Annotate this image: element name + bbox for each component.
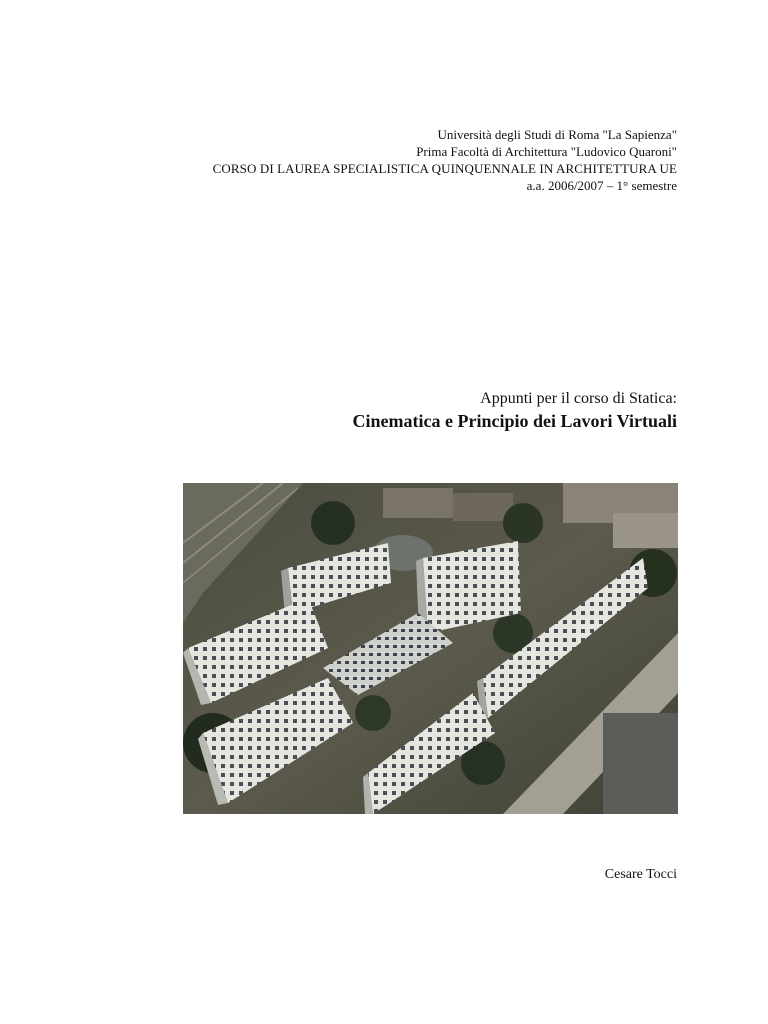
academic-year: a.a. 2006/2007 – 1° semestre bbox=[526, 178, 677, 193]
author-name: Cesare Tocci bbox=[604, 867, 677, 882]
cover-photo bbox=[183, 483, 678, 814]
institution-header bbox=[213, 126, 677, 194]
course-name: CORSO DI LAUREA SPECIALISTICA QUINQUENNALE IN ARCHITETTURA UE bbox=[212, 161, 677, 176]
university-name: Università degli Studi di Roma "La Sapienza" bbox=[437, 127, 677, 142]
document-subtitle: Appunti per il corso di Statica: bbox=[480, 390, 677, 407]
title-block bbox=[353, 388, 677, 433]
faculty-name: Prima Facoltà di Architettura "Ludovico Quaroni" bbox=[416, 144, 677, 159]
document-title: Cinematica e Principio dei Lavori Virtuali bbox=[352, 411, 677, 431]
aerial-photo-illustration bbox=[183, 483, 678, 814]
